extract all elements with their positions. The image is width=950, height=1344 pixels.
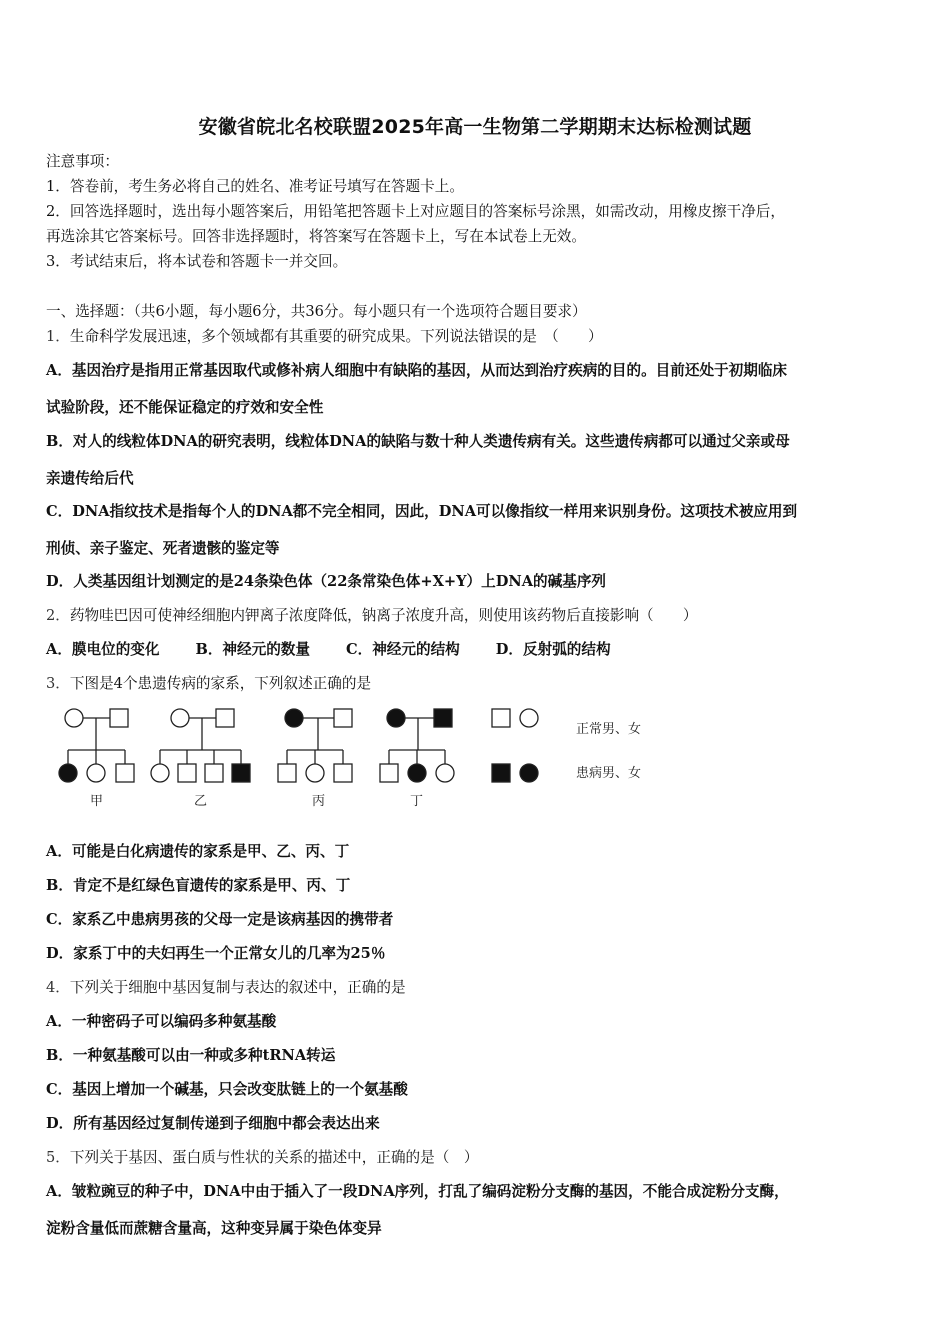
legend-affected-male-icon (492, 764, 510, 782)
q4-option-c: C．基因上增加一个碱基，只会改变肽链上的一个氨基酸 (46, 1081, 408, 1098)
pedigree-ding (380, 709, 454, 782)
section-heading: 一、选择题：（共6小题，每小题6分，共36分。每小题只有一个选项符合题目要求） (46, 303, 587, 320)
question-4 (46, 978, 406, 998)
question-4-number: 4． (46, 979, 70, 996)
pedigree-label-ding: 丁 (410, 794, 424, 809)
legend-normal-female-icon (520, 709, 538, 727)
q1-option-d: D．人类基因组计划测定的是24条染色体（22条常染色体+X+Y）上DNA的碱基序列 (46, 573, 607, 590)
q1-option-a-line1: A．基因治疗是指用正常基因取代或修补病人细胞中有缺陷的基因，从而达到治疗疾病的目的。目前还处于初期临床 (46, 362, 788, 379)
q1-option-c-line1: C．DNA指纹技术是指每个人的DNA都不完全相同，因此，DNA可以像指纹一样用来识别身份。这项技术被应用到 (46, 503, 798, 520)
notice-item-2: 2．回答选择题时，选出每小题答案后，用铅笔把答题卡上对应题目的答案标号涂黑，如需改动，用橡皮擦干净后， (46, 203, 785, 220)
pedigree-label-yi: 乙 (194, 794, 208, 809)
q5-option-a-line1: A．皱粒豌豆的种子中，DNA中由于插入了一段DNA序列，打乱了编码淀粉分支酶的基因，不能合成淀粉分支酶， (46, 1183, 789, 1200)
q2-option-d: D．反射弧的结构 (495, 641, 611, 658)
q2-options (46, 640, 647, 660)
q3-option-d: D．家系丁中的夫妇再生一个正常女儿的几率为25％ (46, 945, 386, 962)
q1-option-b-line1: B．对人的线粒体DNA的研究表明，线粒体DNA的缺陷与数十种人类遗传病有关。这些遗传病都可以通过父亲或母 (46, 433, 790, 450)
question-3-number: 3． (46, 675, 70, 692)
question-5-stem: 下列关于基因、蛋白质与性状的关系的描述中，正确的是（ ） (69, 1149, 479, 1166)
notice-heading: 注意事项： (46, 153, 119, 170)
pedigree-label-jia: 甲 (90, 794, 104, 809)
q3-option-c: C．家系乙中患病男孩的父母一定是该病基因的携带者 (46, 911, 394, 928)
legend-normal-label: 正常男、女 (576, 722, 642, 737)
question-1-stem: 生命科学发展迅速，多个领域都有其重要的研究成果。下列说法错误的是 （ ） (69, 328, 603, 345)
pedigree-yi (151, 709, 250, 782)
pedigree-legend (492, 709, 538, 782)
notice-item-1: 1．答卷前，考生务必将自己的姓名、准考证号填写在答题卡上。 (46, 178, 464, 195)
legend-normal-male-icon (492, 709, 510, 727)
question-4-stem: 下列关于细胞中基因复制与表达的叙述中，正确的是 (69, 979, 406, 996)
page-title: 安徽省皖北名校联盟2025年高一生物第二学期期末达标检测试题 (198, 116, 752, 138)
pedigree-figure (54, 700, 694, 818)
pedigree-label-bing: 丙 (312, 794, 326, 809)
question-2 (46, 606, 697, 626)
q3-option-a: A．可能是白化病遗传的家系是甲、乙、丙、丁 (46, 843, 350, 860)
q5-option-a-line2: 淀粉含量低而蔗糖含量高，这种变异属于染色体变异 (46, 1220, 382, 1237)
pedigree-jia (59, 709, 134, 782)
q2-option-c: C．神经元的结构 (345, 641, 460, 658)
q2-option-b: B．神经元的数量 (195, 641, 310, 658)
pedigree-bing (278, 709, 352, 782)
question-5-number: 5． (46, 1149, 70, 1166)
question-3-stem: 下图是4个患遗传病的家系，下列叙述正确的是 (69, 675, 372, 692)
legend-affected-label: 患病男、女 (576, 766, 642, 781)
question-2-stem: 药物哇巴因可使神经细胞内钾离子浓度降低，钠离子浓度升高，则使用该药物后直接影响（ ） (69, 607, 698, 624)
q1-option-c-line2: 刑侦、亲子鉴定、死者遗骸的鉴定等 (46, 540, 280, 557)
q3-option-b: B．肯定不是红绿色盲遗传的家系是甲、丙、丁 (46, 877, 351, 894)
question-2-number: 2． (46, 607, 70, 624)
q1-option-b-line2: 亲遗传给后代 (46, 470, 134, 487)
q4-option-b: B．一种氨基酸可以由一种或多种tRNA转运 (46, 1047, 336, 1064)
q2-option-a: A．膜电位的变化 (46, 641, 160, 658)
q1-option-a-line2: 试验阶段，还不能保证稳定的疗效和安全性 (46, 399, 324, 416)
q4-option-d: D．所有基因经过复制传递到子细胞中都会表达出来 (46, 1115, 380, 1132)
question-1-number: 1． (46, 328, 70, 345)
notice-item-2-cont: 再选涂其它答案标号。回答非选择题时，将答案写在答题卡上，写在本试卷上无效。 (46, 228, 586, 245)
question-5 (46, 1148, 479, 1168)
legend-affected-female-icon (520, 764, 538, 782)
question-1 (46, 327, 603, 347)
q4-option-a: A．一种密码子可以编码多种氨基酸 (46, 1013, 277, 1030)
question-3 (46, 674, 371, 694)
notice-item-3: 3．考试结束后，将本试卷和答题卡一并交回。 (46, 253, 348, 270)
